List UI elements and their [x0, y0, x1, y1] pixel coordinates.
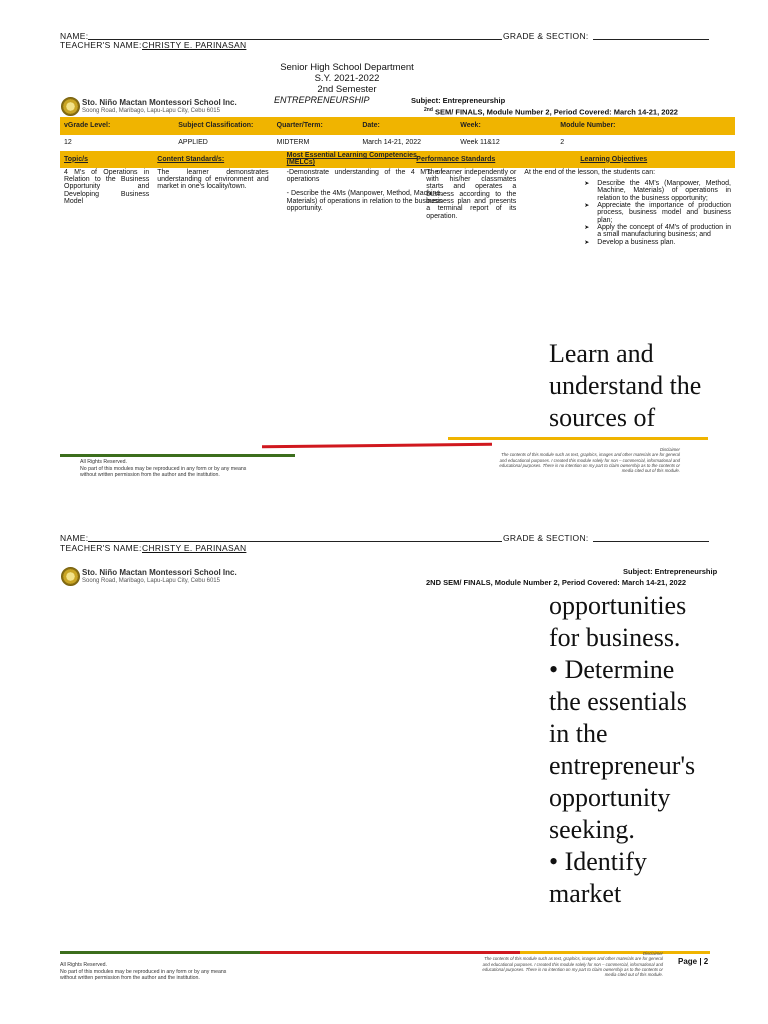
list-item: ➤ Apply the concept of 4M's of production in a small manufacturing business; and [524, 224, 731, 239]
melc-item-2: - Describe the 4Ms (Manpower, Method, Machine, Materials) of operations in relation to the business opportunity. [286, 190, 443, 213]
objectives-intro: At the end of the lesson, the students can: [524, 168, 656, 176]
cell-learning-objectives [520, 168, 735, 247]
header-performance-standards [416, 151, 520, 168]
cell-subject-classification: APPLIED [178, 139, 208, 147]
grade-section-label: GRADE & SECTION: [503, 31, 589, 41]
table-header-row [60, 117, 735, 135]
large-text-line: opportunities [549, 591, 687, 620]
school-logo-icon [61, 97, 80, 116]
disclaimer-block [478, 951, 663, 978]
footer-stripe-green [60, 454, 295, 457]
header-module-number: Module Number: [520, 117, 735, 135]
name-blank-line [88, 541, 502, 542]
cell-week: Week 11&12 [460, 139, 500, 147]
teacher-label: TEACHER'S NAME: [60, 40, 142, 50]
list-item: ➤ Develop a business plan. [524, 239, 731, 246]
semester: 2nd Semester [317, 84, 377, 95]
large-text-line: market [549, 879, 622, 908]
header-topics: Topic/s [60, 151, 153, 168]
name-label: NAME: [60, 533, 89, 543]
rights-title: All Rights Reserved. [80, 459, 127, 465]
subject-line: Subject: Entrepreneurship [411, 96, 506, 105]
header-subject-classification: Subject Classification: [153, 117, 272, 135]
cell-date: March 14-21, 2022 [362, 139, 422, 147]
school-logo-icon [61, 567, 80, 586]
large-text-line: entrepreneur's [549, 751, 696, 780]
large-text-line: in the [549, 719, 608, 748]
cell-module-number: 2 [560, 139, 565, 147]
large-text-block-2 [549, 590, 695, 910]
table-header-row-2 [60, 151, 735, 168]
school-name: Sto. Niño Mactan Montessori School Inc. [82, 568, 237, 577]
module-info-table [60, 117, 735, 247]
large-text-line: understand the [549, 371, 702, 400]
large-text-line: • Identify [549, 847, 647, 876]
teacher-name: CHRISTY E. PARINASAN [142, 40, 247, 50]
course-title: ENTREPRENEURSHIP [274, 95, 370, 105]
rights-text-2: without written permission from the author and the institution. [80, 472, 220, 478]
header-quarter-term: Quarter/Term: [273, 117, 348, 135]
cell-performance [426, 168, 520, 247]
page-number: Page | 2 [678, 957, 709, 966]
school-name: Sto. Niño Mactan Montessori School Inc. [82, 98, 237, 107]
rights-text-1: No part of this modules may be reproduced in any form or by any means [80, 465, 247, 472]
module-line [424, 107, 678, 117]
large-text-line: • Determine [549, 655, 675, 684]
table-row [60, 135, 735, 151]
disclaimer-text: The contents of this module such as text, graphics, images and other materials are for general and educational purposes. I created this module solely for non – commercial, informational and educational purposes. There is no intention on my part to claim ownership as to the contents or media cited out of this module. [499, 452, 680, 474]
footer-stripe-red [262, 443, 492, 448]
teacher-label: TEACHER'S NAME: [60, 543, 142, 553]
module-line-text: SEM/ FINALS, Module Number 2, Period Covered: March 14-21, 2022 [432, 107, 678, 117]
header-week: Week: [456, 117, 520, 135]
grade-section-label: GRADE & SECTION: [503, 533, 589, 543]
disclaimer-title: Disclaimer [642, 951, 663, 956]
cell-quarter-term: MIDTERM [276, 139, 310, 147]
rights-text-2: without written permission from the author and the institution. [60, 975, 200, 981]
cell-grade-level: 12 [64, 139, 72, 147]
school-year: S.Y. 2021-2022 [314, 73, 380, 84]
footer-rights-block [60, 962, 226, 982]
large-text-line: seeking. [549, 815, 635, 844]
table-row [60, 168, 735, 247]
header-melcs: Most Essential Learning Competencies (MELCs) [273, 151, 457, 168]
large-text-line: sources of [549, 403, 656, 432]
name-label: NAME: [60, 31, 89, 41]
cell-content-standard: The learner demonstrates understanding of environment and market in one's locality/town. [157, 168, 269, 191]
header-content-standards: Content Standard/s: [153, 151, 272, 168]
disclaimer-title: Disclaimer [659, 447, 680, 452]
cell-topic: 4 M's of Operations in Relation to the Business Opportunity and Developing Business Model [64, 168, 150, 206]
header-grade-level: vGrade Level: [60, 117, 153, 135]
large-text-line: Learn and [549, 339, 654, 368]
grade-section-blank-line [593, 541, 709, 542]
large-text-line: for business. [549, 623, 681, 652]
module-line-sup: 2nd [424, 107, 433, 113]
melc-item-1: -Demonstrate understanding of the 4 M's of operations [286, 168, 443, 184]
large-text-line: opportunity [549, 783, 671, 812]
subject-line: Subject: Entrepreneurship [623, 567, 718, 576]
school-address: Soong Road, Maribago, Lapu-Lapu City, Cebu 6015 [82, 578, 220, 584]
rights-title: All Rights Reserved. [60, 962, 107, 968]
disclaimer-text: The contents of this module such as text, graphics, images and other materials are for general and educational purposes. I created this module solely for non – commercial, informational and educational purposes. There is no intention on my part to claim ownership as to the contents or media cited out of this module. [482, 956, 663, 978]
large-text-block-1 [549, 338, 701, 434]
rights-text-1: No part of this modules may be reproduced in any form or by any means [60, 968, 227, 975]
footer-stripe-gold [448, 437, 708, 440]
department-title: Senior High School Department [280, 62, 414, 73]
footer-rights-block [80, 459, 246, 479]
large-text-line: the essentials [549, 687, 687, 716]
header-performance-standards-text: Performance Standards [416, 155, 496, 163]
list-item: ➤ Appreciate the importance of production process, business model and business plan; [524, 202, 731, 224]
grade-section-blank-line [593, 39, 709, 40]
disclaimer-block [495, 447, 680, 474]
objectives-list [524, 180, 731, 246]
school-address: Soong Road, Maribago, Lapu-Lapu City, Cebu 6015 [82, 108, 220, 114]
list-item: ➤ Describe the 4M's (Manpower, Method, Machine, Materials) of operations in relation to the business opportunity; [524, 180, 731, 202]
header-date: Date: [347, 117, 456, 135]
performance-text: The learner independently or with his/her classmates starts and operates a business according to the business plan and presents a terminal report of its operation. [426, 168, 517, 220]
module-line: 2ND SEM/ FINALS, Module Number 2, Period Covered: March 14-21, 2022 [426, 578, 687, 587]
teacher-name: CHRISTY E. PARINASAN [142, 543, 247, 553]
footer-stripe-green [60, 951, 260, 954]
header-learning-objectives: Learning Objectives [520, 151, 735, 168]
